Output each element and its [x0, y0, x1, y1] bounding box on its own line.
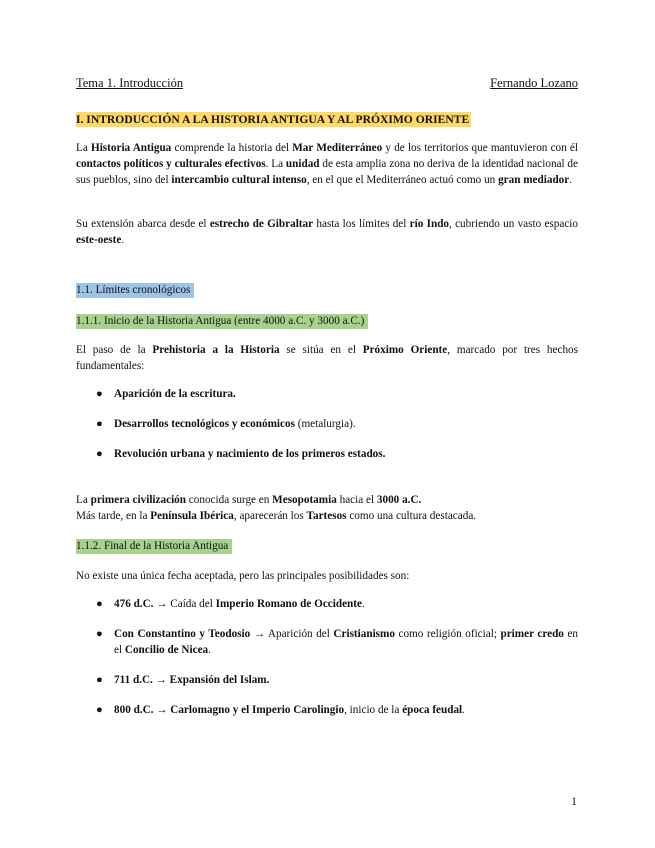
list-item: ● Revolución urbana y nacimiento de los primeros estados.: [96, 448, 386, 460]
paragraph-final: No existe una única fecha aceptada, pero las principales posibilidades son:: [76, 570, 410, 582]
intro-paragraph-1: La Historia Antigua comprende la historia del Mar Mediterráneo y de los territorios que mantuvieron con él contactos políticos y culturales efectivos. La unidad de esta amplia zona no deriva de la identidad nacional de sus pueblos, sino del intercambio cultural intenso, en el que el Mediterráneo actuó como un gran mediador.: [76, 142, 579, 186]
bullet-icon: ●: [96, 628, 103, 640]
bullet-icon: ●: [96, 674, 103, 686]
page-header: [76, 76, 578, 94]
list-item: ● 476 d.C. → Caída del Imperio Romano de Occidente.: [96, 598, 365, 610]
bullet-list-hechos: [76, 386, 578, 462]
bullet-icon: ●: [96, 448, 103, 460]
list-item: ● 800 d.C. → Carlomagno y el Imperio Carolingio, inicio de la época feudal.: [96, 704, 465, 716]
header-author: Fernando Lozano: [490, 76, 578, 90]
bullet-icon: ●: [96, 704, 103, 716]
subheading-1-1: 1.1. Límites cronológicos: [76, 283, 194, 298]
intro-paragraph-2: Su extensión abarca desde el estrecho de Gibraltar hasta los límites del río Indo, cubriendo un vasto espacio este-oeste.: [76, 218, 579, 246]
paragraph-paso: El paso de la Prehistoria a la Historia se sitúa en el Próximo Oriente, marcado por tres hechos fundamentales:: [76, 344, 578, 372]
subheading-1-1-1: 1.1.1. Inicio de la Historia Antigua (entre 4000 a.C. y 3000 a.C.): [76, 314, 368, 329]
section-title: I. INTRODUCCIÓN A LA HISTORIA ANTIGUA Y AL PRÓXIMO ORIENTE: [76, 113, 470, 126]
bullet-icon: ●: [96, 598, 103, 610]
page-number: 1: [571, 794, 577, 808]
list-item: ● Con Constantino y Teodosio → Aparición del Cristianismo como religión oficial; primer credo en el Concilio de Nicea.: [96, 628, 578, 656]
subheading-1-1-2: 1.1.2. Final de la Historia Antigua: [76, 539, 232, 554]
header-topic: Tema 1. Introducción: [76, 76, 184, 90]
list-item: ● 711 d.C. → Expansión del Islam.: [96, 674, 270, 686]
bullet-icon: ●: [96, 418, 103, 430]
paragraph-civilizacion: La primera civilización conocida surge en Mesopotamia hacia el 3000 a.C. Más tarde, en la Península Ibérica, aparecerán los Tartesos como una cultura destacada.: [76, 494, 477, 522]
bullet-list-final: [76, 596, 578, 718]
list-item: ● Desarrollos tecnológicos y económicos (metalurgia).: [96, 418, 356, 430]
bullet-icon: ●: [96, 388, 103, 400]
list-item: ● Aparición de la escritura.: [96, 388, 236, 400]
